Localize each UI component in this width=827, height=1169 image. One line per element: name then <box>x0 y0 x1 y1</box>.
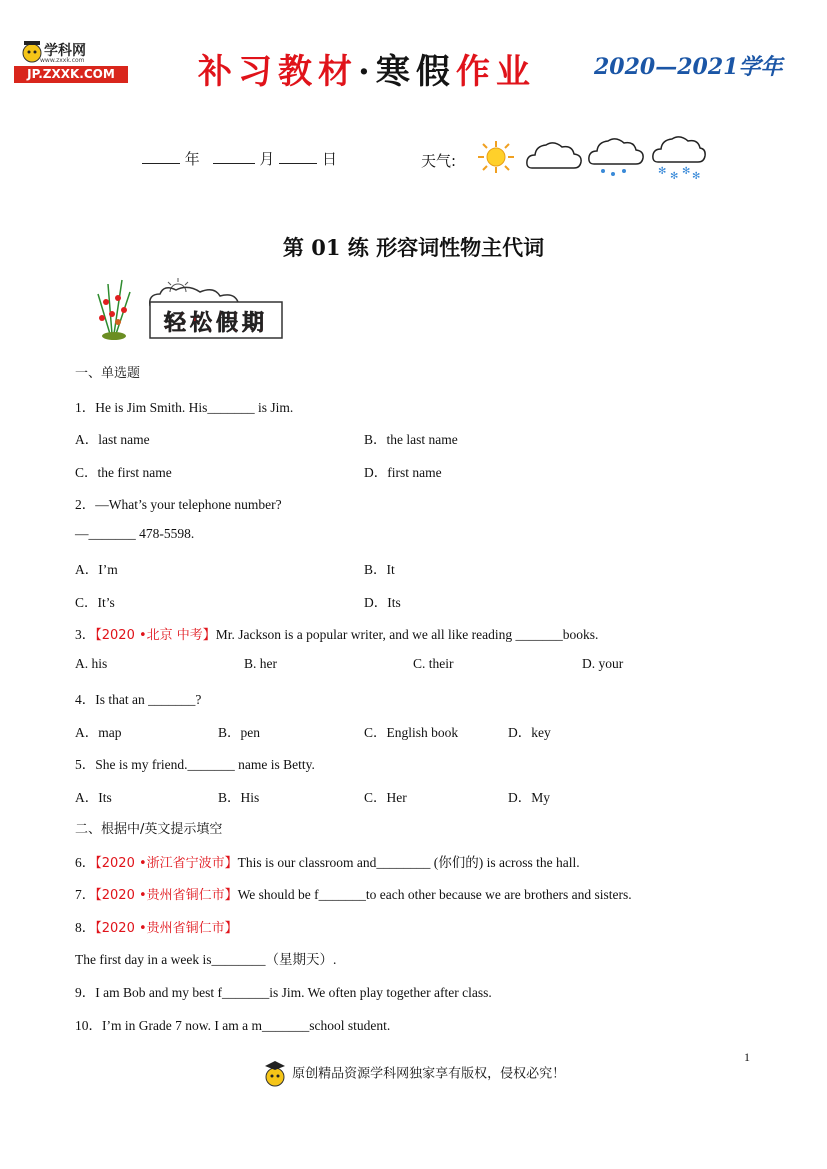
question-4-stem: 4．Is that an _______? <box>75 692 202 707</box>
q4-option-b[interactable]: B．pen <box>218 725 260 740</box>
svg-text:✻: ✻ <box>658 166 667 177</box>
section1-heading: 一、单选题 <box>75 366 141 381</box>
q3-option-c[interactable]: C. their <box>413 656 454 671</box>
year-blank[interactable] <box>142 149 180 164</box>
svg-text:✻: ✻ <box>670 171 679 182</box>
flower-plant-icon <box>98 280 130 340</box>
logo-subtext: www.zxxk.com <box>40 57 85 64</box>
header-title-part3: 作业 <box>455 52 536 92</box>
q3-option-d[interactable]: D. your <box>582 656 624 671</box>
q5-option-a[interactable]: A．Its <box>75 790 112 805</box>
footer-mascot-icon <box>262 1060 288 1088</box>
q2-option-b[interactable]: B．It <box>364 562 395 577</box>
q4-option-a[interactable]: A．map <box>75 725 122 740</box>
q1-option-d[interactable]: D．first name <box>364 465 442 480</box>
easy-holiday-badge <box>88 272 288 342</box>
q3-number: 3． <box>75 627 96 642</box>
q7-source: 【2020 •贵州省铜仁市】 <box>95 888 238 903</box>
q5-option-d[interactable]: D．My <box>508 790 551 805</box>
header-title-part2: 寒假 <box>375 52 456 92</box>
date-row <box>142 148 337 169</box>
question-5-stem: 5．She is my friend._______ name is Betty. <box>75 757 315 772</box>
q3-stem: Mr. Jackson is a popular writer, and we all like reading _______books. <box>215 627 599 642</box>
q1-option-c[interactable]: C．the first name <box>75 465 172 480</box>
q4-option-d[interactable]: D．key <box>508 725 551 740</box>
snowy-icon[interactable] <box>650 134 708 182</box>
q5-option-c[interactable]: C．Her <box>364 790 407 805</box>
question-9: 9．I am Bob and my best f_______is Jim. We often play together after class. <box>75 985 492 1000</box>
footer-copyright: 原创精品资源学科网独家享有版权，侵权必究！ <box>292 1066 566 1082</box>
q6-number: 6． <box>75 855 96 870</box>
logo-url-badge: JP.ZXXK.COM <box>14 66 128 83</box>
page-title: 第 01 练 形容词性物主代词 <box>282 235 545 260</box>
rainy-icon[interactable] <box>586 136 646 180</box>
q5-option-b[interactable]: B．His <box>218 790 260 805</box>
question-2-stem2: —_______ 478-5598. <box>75 526 195 541</box>
header-title-part1: 补习教材 <box>198 52 358 92</box>
year-label: 年 <box>184 150 200 168</box>
svg-text:✻: ✻ <box>692 171 701 182</box>
question-7 <box>75 883 632 903</box>
q3-source: 【2020 •北京 中考】 <box>95 628 216 643</box>
footer <box>0 1060 827 1088</box>
header-title <box>198 44 536 93</box>
month-label: 月 <box>259 150 275 168</box>
logo-text: 学科网 <box>44 43 86 59</box>
question-6 <box>75 851 580 871</box>
header-title-dot: · <box>358 52 376 92</box>
day-label: 日 <box>321 150 337 168</box>
header-year: 2020—2021学年 <box>594 54 783 80</box>
q1-option-a[interactable]: A．last name <box>75 432 150 447</box>
q8-source: 【2020 •贵州省铜仁市】 <box>95 921 238 936</box>
q8-number: 8． <box>75 920 96 935</box>
month-blank[interactable] <box>213 149 255 164</box>
q4-option-c[interactable]: C．English book <box>364 725 459 740</box>
q3-option-a[interactable]: A. his <box>75 656 108 671</box>
badge-text: 轻松假期 <box>163 310 269 336</box>
q8-text: The first day in a week is________（星期天）. <box>75 952 337 967</box>
q6-source: 【2020 •浙江省宁波市】 <box>95 856 238 871</box>
q3-option-b[interactable]: B. her <box>244 656 277 671</box>
day-blank[interactable] <box>279 149 317 164</box>
q7-number: 7． <box>75 887 96 902</box>
cloudy-icon[interactable] <box>524 136 584 172</box>
page-number: 1 <box>744 1050 750 1064</box>
q1-option-b[interactable]: B．the last name <box>364 432 458 447</box>
question-10: 10．I’m in Grade 7 now. I am a m_______school student. <box>75 1018 391 1033</box>
question-1-stem: 1．He is Jim Smith. His_______ is Jim. <box>75 400 294 415</box>
section2-heading: 二、根据中/英文提示填空 <box>75 822 223 837</box>
q2-option-d[interactable]: D．Its <box>364 595 401 610</box>
weather-label: 天气: <box>421 152 457 170</box>
question-3 <box>75 623 598 643</box>
q6-text: This is our classroom and________ (你们的) is across the hall. <box>237 855 580 870</box>
q7-text: We should be f_______to each other because we are brothers and sisters. <box>237 887 632 902</box>
question-2-stem: 2．—What’s your telephone number? <box>75 497 282 512</box>
sunny-icon[interactable] <box>474 139 518 175</box>
question-8-header <box>75 916 238 936</box>
svg-text:✻: ✻ <box>682 166 691 177</box>
q2-option-a[interactable]: A．I’m <box>75 562 118 577</box>
q2-option-c[interactable]: C．It’s <box>75 595 115 610</box>
